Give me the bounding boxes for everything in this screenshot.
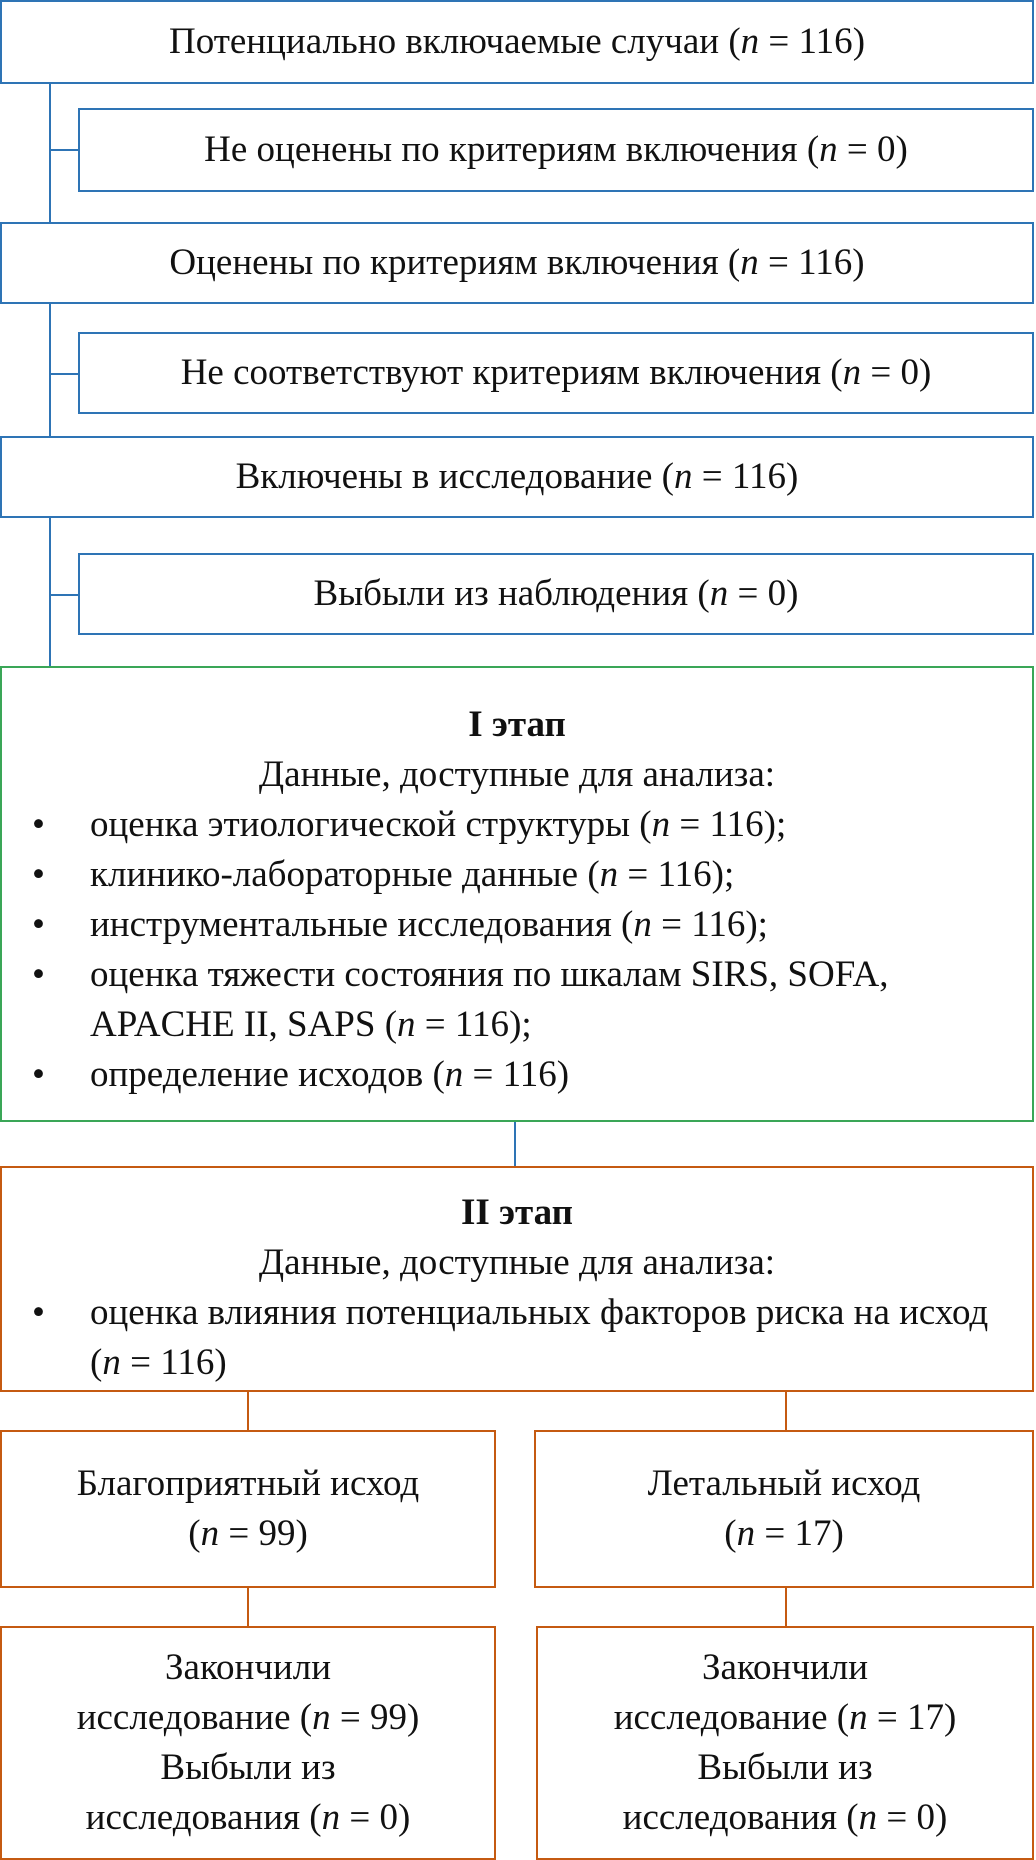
box-potential-cases-text: Потенциально включаемые случаи (n = 116) xyxy=(168,21,866,62)
connector-spine-3 xyxy=(49,518,51,666)
connector-stage2-favorable xyxy=(247,1392,249,1430)
stage-1-item: • оценка тяжести состояния по шкалам SIRS, SOFA, APACHE II, SAPS (n = 116); xyxy=(2,950,1032,1050)
connector-branch-3 xyxy=(49,594,79,596)
stage-2-list xyxy=(2,1288,1032,1388)
stage-1-item: • инструментальные исследования (n = 116); xyxy=(2,900,1032,950)
connector-stage2-lethal xyxy=(785,1392,787,1430)
box-completion-lethal xyxy=(536,1626,1034,1860)
box-assessed xyxy=(0,222,1034,304)
connector-branch-1 xyxy=(49,149,79,151)
box-not-assessed-text: Не оценены по критериям включения (n = 0) xyxy=(204,129,908,170)
box-included xyxy=(0,436,1034,518)
box-completion-favorable xyxy=(0,1626,496,1860)
stage-1-item: • клинико-лабораторные данные (n = 116); xyxy=(2,850,1032,900)
lethal-outcome-label: Летальный исход xyxy=(647,1463,921,1504)
box-potential-cases xyxy=(0,0,1034,84)
completion-lethal-dropped-line1: Выбыли из xyxy=(697,1747,873,1788)
stage-1-item: • оценка этиологической структуры (n = 116); xyxy=(2,800,1032,850)
box-not-assessed xyxy=(78,108,1034,192)
stage-2-subtitle: Данные, доступные для анализа: xyxy=(258,1242,776,1283)
connector-spine-1 xyxy=(49,84,51,222)
stage-2-title: II этап xyxy=(461,1192,573,1233)
box-dropped-observation-text: Выбыли из наблюдения (n = 0) xyxy=(313,573,799,614)
box-stage-1 xyxy=(0,666,1034,1122)
favorable-outcome-label: Благоприятный исход xyxy=(76,1463,420,1504)
completion-lethal-completed-line1: Закончили xyxy=(701,1647,869,1688)
stage-1-list xyxy=(2,800,1032,1100)
stage-1-subtitle: Данные, доступные для анализа: xyxy=(258,754,776,795)
box-not-eligible xyxy=(78,332,1034,414)
stage-1-item: • определение исходов (n = 116) xyxy=(2,1050,1032,1100)
stage-2-item: • оценка влияния потенциальных факторов риска на исход (n = 116) xyxy=(2,1288,1032,1388)
completion-favorable-dropped-line1: Выбыли из xyxy=(160,1747,336,1788)
box-favorable-outcome xyxy=(0,1430,496,1588)
connector-favorable-completion xyxy=(247,1588,249,1626)
box-included-text: Включены в исследование (n = 116) xyxy=(235,456,799,497)
completion-favorable-completed-line2: исследование (n = 99) xyxy=(76,1697,420,1738)
favorable-outcome-count: (n = 99) xyxy=(188,1513,308,1554)
stage-1-title: I этап xyxy=(468,704,566,745)
box-assessed-text: Оценены по критериям включения (n = 116) xyxy=(169,242,865,283)
box-stage-2 xyxy=(0,1166,1034,1392)
completion-lethal-dropped-line2: исследования (n = 0) xyxy=(622,1797,948,1838)
connector-lethal-completion xyxy=(785,1588,787,1626)
completion-lethal-completed-line2: исследование (n = 17) xyxy=(613,1697,957,1738)
connector-spine-2 xyxy=(49,304,51,436)
connector-stage1-stage2 xyxy=(514,1122,516,1166)
box-lethal-outcome xyxy=(534,1430,1034,1588)
box-dropped-observation xyxy=(78,553,1034,635)
completion-favorable-dropped-line2: исследования (n = 0) xyxy=(85,1797,411,1838)
box-not-eligible-text: Не соответствуют критериям включения (n = 0) xyxy=(180,352,932,393)
completion-favorable-completed-line1: Закончили xyxy=(164,1647,332,1688)
lethal-outcome-count: (n = 17) xyxy=(724,1513,844,1554)
connector-branch-2 xyxy=(49,373,79,375)
